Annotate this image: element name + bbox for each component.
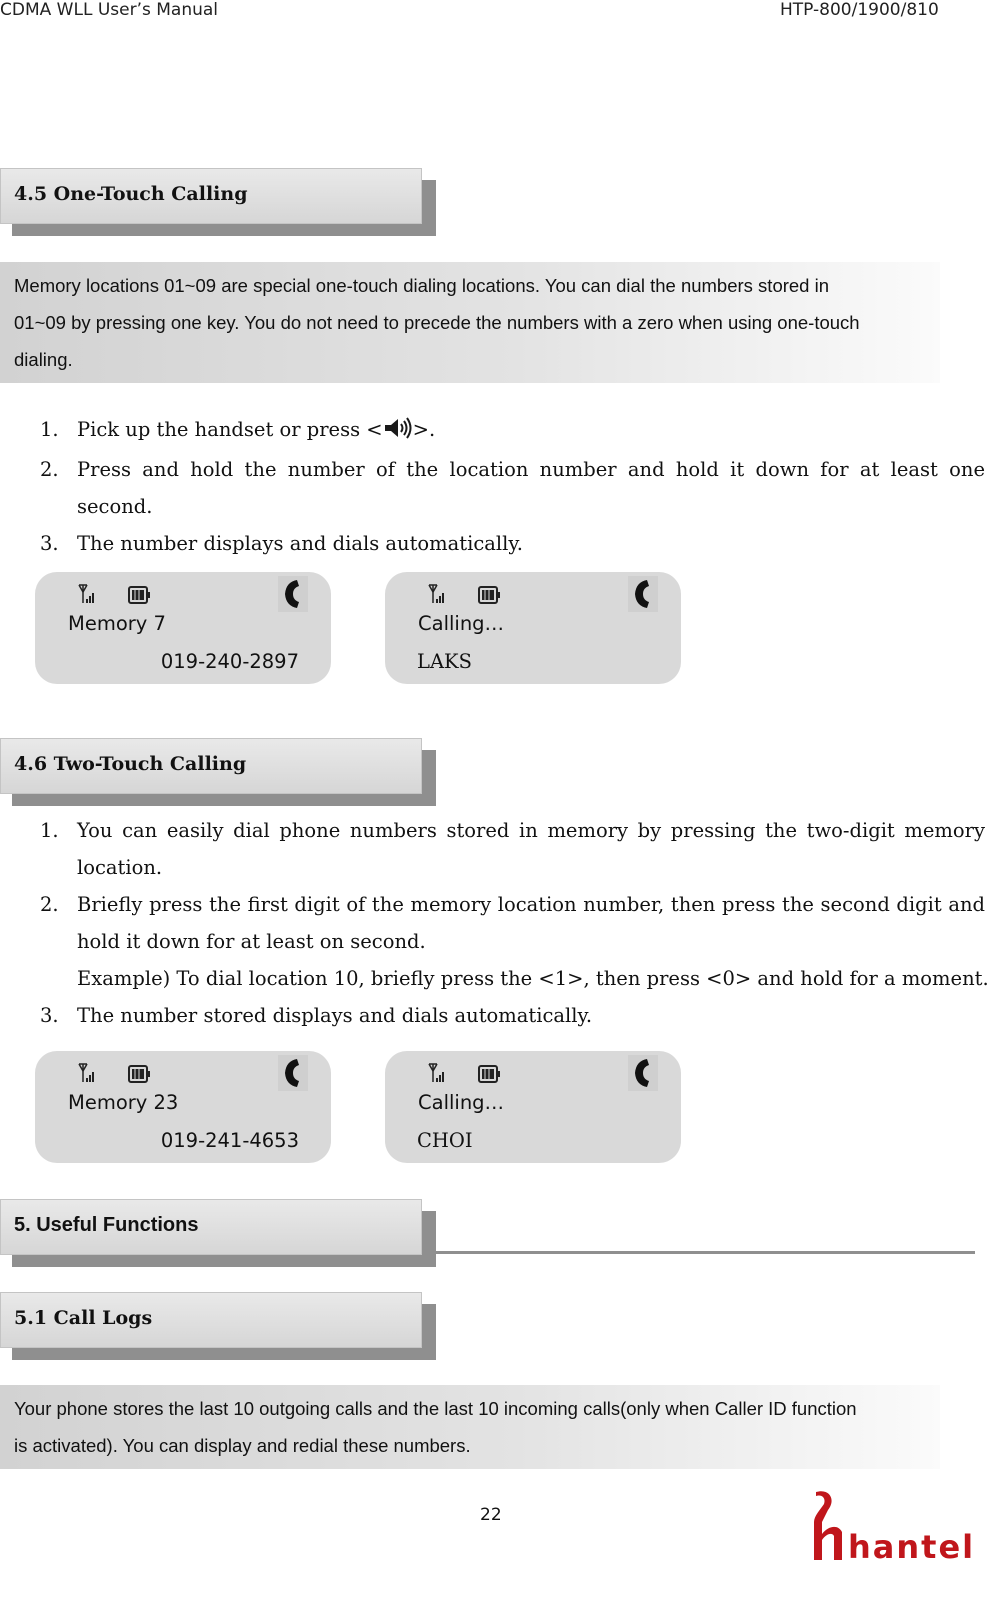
page-number: 22 xyxy=(480,1505,502,1525)
logo-wordmark: hantel xyxy=(848,1528,976,1566)
lcd-line-2: CHOI xyxy=(417,1129,473,1152)
lcd-line-2: LAKS xyxy=(417,650,472,673)
list-text: Press and hold the number of the location number and hold it down for at least one second. xyxy=(77,458,985,518)
note-line: Your phone stores the last 10 outgoing calls and the last 10 incoming calls(only when Caller ID function xyxy=(14,1398,857,1419)
lcd-display-memory xyxy=(35,572,331,684)
note-line: 01~09 by pressing one key. You do not need to precede the numbers with a zero when using one-touch xyxy=(14,312,860,333)
lcd-line-2: 019-241-4653 xyxy=(160,1129,299,1152)
battery-icon xyxy=(477,1063,501,1089)
lcd-line-1: Memory 23 xyxy=(68,1091,179,1114)
battery-icon xyxy=(477,584,501,610)
list-number: 3. xyxy=(40,532,59,555)
lcd-display-memory xyxy=(35,1051,331,1163)
section-title: 5.1 Call Logs xyxy=(14,1307,153,1329)
header-model: HTP-800/1900/810 xyxy=(780,0,939,20)
list-number: 3. xyxy=(40,1004,59,1027)
section-heading-4-6 xyxy=(0,738,436,806)
list-item xyxy=(40,451,985,525)
list-number: 1. xyxy=(40,418,59,441)
section-rule xyxy=(348,1251,975,1254)
section-title: 4.5 One-Touch Calling xyxy=(14,183,248,205)
hantel-logo xyxy=(808,1488,988,1572)
list-number: 1. xyxy=(40,819,59,842)
steps-list-one-touch xyxy=(40,411,985,562)
handset-icon xyxy=(628,576,658,616)
header-manual-title: CDMA WLL User’s Manual xyxy=(0,0,219,20)
list-item xyxy=(40,812,985,886)
battery-icon xyxy=(127,584,151,610)
lcd-display-calling xyxy=(385,1051,681,1163)
list-number: 2. xyxy=(40,458,59,481)
section-title: 5. Useful Functions xyxy=(14,1214,199,1236)
list-item xyxy=(40,525,985,562)
list-text: Briefly press the first digit of the memory location number, then press the second digit and hold it down for at least on second. xyxy=(77,893,985,953)
list-item xyxy=(40,411,985,451)
list-text: The number displays and dials automatically. xyxy=(77,532,523,555)
list-text: >. xyxy=(412,418,436,441)
signal-icon xyxy=(77,583,97,609)
steps-list-two-touch xyxy=(40,812,989,1034)
lcd-line-2: 019-240-2897 xyxy=(160,650,299,673)
signal-icon xyxy=(77,1062,97,1088)
note-line: Memory locations 01~09 are special one-touch dialing locations. You can dial the numbers stored in xyxy=(14,275,830,296)
lcd-line-1: Calling… xyxy=(418,1091,505,1114)
section-heading-4-5 xyxy=(0,168,436,236)
handset-icon xyxy=(278,576,308,616)
list-text: The number stored displays and dials automatically. xyxy=(77,1004,593,1027)
list-number: 2. xyxy=(40,893,59,916)
list-text: You can easily dial phone numbers stored in memory by pressing the two-digit memory location. xyxy=(77,819,985,879)
signal-icon xyxy=(427,583,447,609)
lcd-line-1: Memory 7 xyxy=(68,612,166,635)
section-title: 4.6 Two-Touch Calling xyxy=(14,753,247,775)
list-item xyxy=(40,997,985,1034)
list-text: Pick up the handset or press < xyxy=(77,418,383,441)
lcd-line-1: Calling… xyxy=(418,612,505,635)
note-box-one-touch xyxy=(0,262,940,383)
list-item xyxy=(40,886,989,997)
signal-icon xyxy=(427,1062,447,1088)
speaker-icon xyxy=(383,414,413,451)
lcd-display-calling xyxy=(385,572,681,684)
handset-icon xyxy=(278,1055,308,1095)
note-line: dialing. xyxy=(14,349,73,370)
note-line: is activated). You can display and redial these numbers. xyxy=(14,1435,471,1456)
section-heading-5-1 xyxy=(0,1292,436,1360)
note-box-call-logs xyxy=(0,1385,940,1469)
handset-icon xyxy=(628,1055,658,1095)
example-text: Example) To dial location 10, briefly press the <1>, then press <0> and hold for a moment. xyxy=(77,967,989,990)
section-heading-5 xyxy=(0,1199,436,1267)
battery-icon xyxy=(127,1063,151,1089)
